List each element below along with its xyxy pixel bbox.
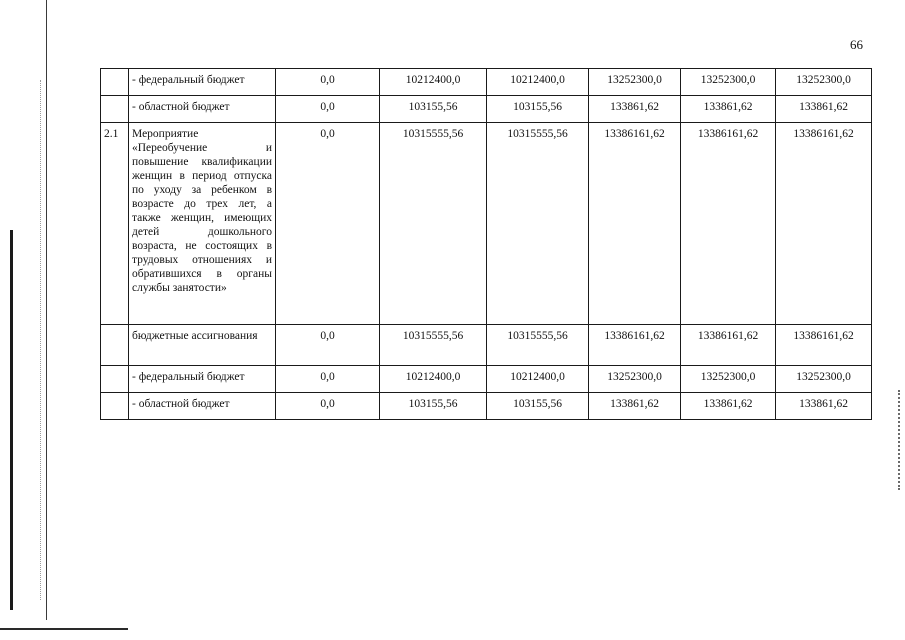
value-cell: 13252300,0 — [776, 69, 872, 96]
table-row — [101, 325, 872, 366]
scan-right-mark — [898, 390, 902, 490]
value-cell: 10212400,0 — [487, 69, 589, 96]
table-row — [101, 69, 872, 96]
value-cell: 0,0 — [276, 123, 380, 325]
value-cell: 103155,56 — [487, 96, 589, 123]
value-cell: 10315555,56 — [380, 325, 487, 366]
value-cell: 13252300,0 — [589, 69, 681, 96]
row-number-cell — [101, 393, 129, 420]
table-row — [101, 123, 872, 325]
value-cell: 133861,62 — [589, 96, 681, 123]
value-cell: 0,0 — [276, 393, 380, 420]
row-label-cell: - федеральный бюджет — [129, 69, 276, 96]
value-cell: 13386161,62 — [589, 123, 681, 325]
value-cell: 10212400,0 — [487, 366, 589, 393]
value-cell: 10315555,56 — [380, 123, 487, 325]
row-number-cell — [101, 69, 129, 96]
table-row — [101, 393, 872, 420]
value-cell: 13386161,62 — [589, 325, 681, 366]
row-number-cell — [101, 325, 129, 366]
scan-edge-dots — [40, 80, 42, 600]
table-row — [101, 366, 872, 393]
table-row — [101, 96, 872, 123]
value-cell: 13386161,62 — [776, 325, 872, 366]
row-label-cell: бюджетные ассигнования — [129, 325, 276, 366]
value-cell: 13252300,0 — [589, 366, 681, 393]
value-cell: 13252300,0 — [776, 366, 872, 393]
page-number: 66 — [850, 37, 863, 52]
row-label-cell: Мероприятие «Переобучение и повышение квалификации женщин в период отпуска по уходу за ребенком в возрасте до трех лет, а также женщин, имеющих детей дошкольного возраста, не состоящих в трудовых отношениях и обратившихся в органы службы занятости» — [129, 123, 276, 325]
value-cell: 103155,56 — [380, 393, 487, 420]
value-cell: 103155,56 — [487, 393, 589, 420]
scan-binding-bar — [10, 230, 13, 610]
value-cell: 133861,62 — [681, 393, 776, 420]
value-cell: 10315555,56 — [487, 325, 589, 366]
value-cell: 13386161,62 — [681, 325, 776, 366]
value-cell: 0,0 — [276, 325, 380, 366]
scan-edge-line — [46, 0, 47, 620]
value-cell: 13386161,62 — [776, 123, 872, 325]
value-cell: 13386161,62 — [681, 123, 776, 325]
row-number-cell — [101, 366, 129, 393]
value-cell: 0,0 — [276, 69, 380, 96]
value-cell: 133861,62 — [776, 96, 872, 123]
value-cell: 10212400,0 — [380, 366, 487, 393]
budget-table — [100, 68, 872, 420]
value-cell: 10315555,56 — [487, 123, 589, 325]
scan-bottom-rule — [0, 628, 128, 630]
value-cell: 133861,62 — [589, 393, 681, 420]
row-number-cell — [101, 96, 129, 123]
row-label-cell: - областной бюджет — [129, 393, 276, 420]
row-label-cell: - федеральный бюджет — [129, 366, 276, 393]
value-cell: 133861,62 — [776, 393, 872, 420]
value-cell: 0,0 — [276, 96, 380, 123]
value-cell: 103155,56 — [380, 96, 487, 123]
value-cell: 10212400,0 — [380, 69, 487, 96]
value-cell: 133861,62 — [681, 96, 776, 123]
value-cell: 13252300,0 — [681, 69, 776, 96]
row-number-cell: 2.1 — [101, 123, 129, 325]
value-cell: 0,0 — [276, 366, 380, 393]
value-cell: 13252300,0 — [681, 366, 776, 393]
row-label-cell: - областной бюджет — [129, 96, 276, 123]
